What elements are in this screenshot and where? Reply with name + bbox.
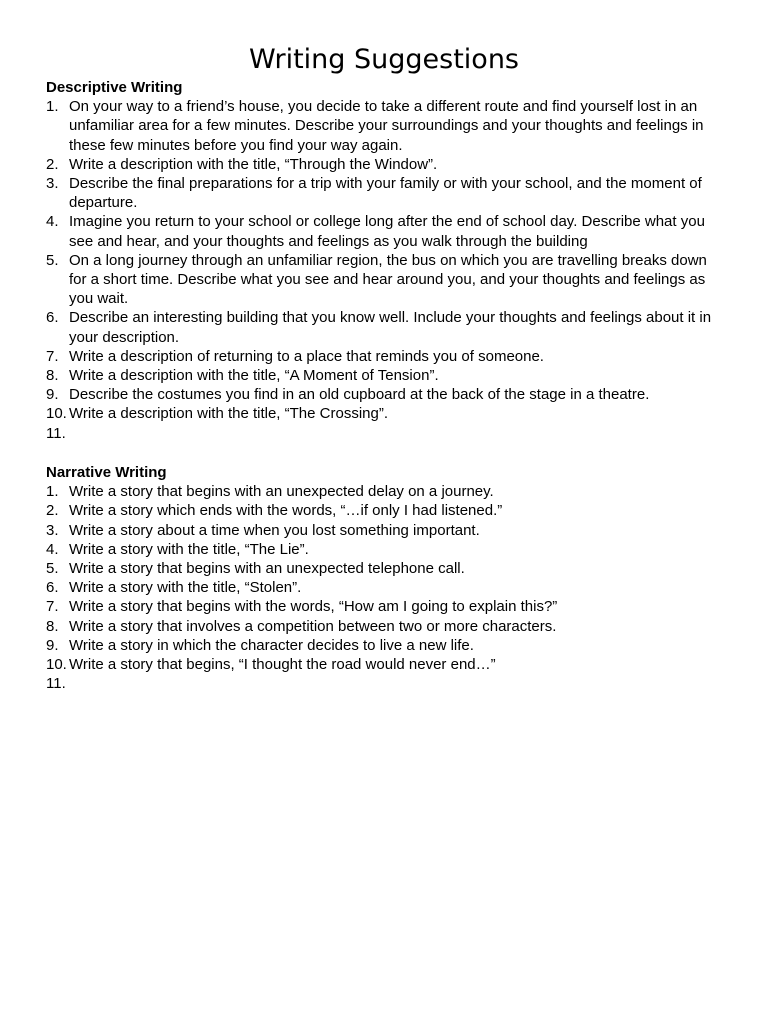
item-text: Write a story in which the character decides to live a new life. <box>69 636 474 654</box>
item-number: 6. <box>46 309 59 327</box>
item-text: Write a story with the title, “Stolen”. <box>69 579 302 597</box>
item-number: 10. <box>46 656 67 674</box>
list-item <box>46 521 726 540</box>
item-number: 2. <box>46 155 59 173</box>
list-item <box>46 578 726 597</box>
item-text: On a long journey through an unfamiliar region, the bus on which you are travelling breaks down for a short time. Describe what you see and hear around you, and your thoughts and feelings as you wait. <box>69 251 707 308</box>
item-number: 3. <box>46 175 59 192</box>
item-text: Describe the costumes you find in an old cupboard at the back of the stage in a theatre. <box>69 386 650 404</box>
item-text: Describe the final preparations for a trip with your family or with your school, and the moment of departure. <box>69 175 702 212</box>
list-item <box>46 155 726 174</box>
list-item <box>46 617 726 636</box>
narrative-list <box>46 482 726 693</box>
item-text: Write a story that involves a competition between two or more characters. <box>69 617 557 635</box>
item-text <box>69 674 726 693</box>
list-item <box>46 366 726 385</box>
section-heading-descriptive: Descriptive Writing <box>46 79 183 96</box>
item-text: Describe an interesting building that you know well. Include your thoughts and feelings about it in your description. <box>69 309 712 346</box>
item-number: 4. <box>46 213 59 231</box>
item-number: 3. <box>46 521 59 539</box>
item-number: 8. <box>46 367 59 385</box>
item-text: Write a description of returning to a place that reminds you of someone. <box>69 347 544 365</box>
list-item <box>46 347 726 366</box>
list-item <box>46 308 726 346</box>
item-text: Write a story that begins, “I thought the road would never end…” <box>69 656 496 674</box>
item-number: 6. <box>46 579 59 597</box>
item-text: On your way to a friend’s house, you decide to take a different route and find yourself lost in an unfamiliar area for a few minutes. Describe your surroundings and your thoughts and feelings in these few minutes before you find your way again. <box>69 98 704 154</box>
item-text: Write a description with the title, “The Crossing”. <box>69 405 389 423</box>
list-item <box>46 559 726 578</box>
item-number: 10. <box>46 405 67 423</box>
item-text: Write a description with the title, “Through the Window”. <box>69 155 438 173</box>
list-item <box>46 404 726 423</box>
list-item <box>46 385 726 404</box>
item-text: Write a story about a time when you lost something important. <box>69 521 480 539</box>
item-text <box>69 424 726 443</box>
list-item <box>46 251 726 309</box>
item-number: 2. <box>46 502 59 520</box>
item-number: 7. <box>46 598 59 616</box>
item-number: 4. <box>46 540 59 558</box>
list-item <box>46 97 726 155</box>
list-item <box>46 655 726 674</box>
item-text: Imagine you return to your school or college long after the end of school day. Describe what you see and hear, and your thoughts and feelings as you walk through the building <box>69 213 705 250</box>
list-item <box>46 636 726 655</box>
list-item <box>46 674 726 693</box>
list-item <box>46 424 726 443</box>
item-number: 5. <box>46 251 59 269</box>
page-title: Writing Suggestions <box>249 44 519 75</box>
item-text: Write a story that begins with an unexpected delay on a journey. <box>69 483 494 501</box>
list-item <box>46 212 726 250</box>
item-text: Write a story which ends with the words, “…if only I had listened.” <box>69 502 503 520</box>
item-text: Write a description with the title, “A Moment of Tension”. <box>69 367 439 385</box>
item-number: 5. <box>46 560 59 577</box>
item-text: Write a story that begins with the words, “How am I going to explain this?” <box>69 598 558 616</box>
list-item <box>46 540 726 559</box>
item-number: 7. <box>46 347 59 365</box>
item-number: 9. <box>46 636 59 654</box>
item-number: 1. <box>46 483 59 501</box>
item-number: 11. <box>46 424 66 442</box>
item-number: 1. <box>46 98 59 116</box>
item-number: 9. <box>46 386 59 404</box>
item-text: Write a story with the title, “The Lie”. <box>69 540 309 558</box>
item-number: 11. <box>46 675 66 693</box>
list-item <box>46 597 726 616</box>
list-item <box>46 174 726 212</box>
item-text: Write a story that begins with an unexpected telephone call. <box>69 560 465 577</box>
item-number: 8. <box>46 617 59 635</box>
descriptive-writing-section <box>46 78 726 443</box>
section-heading-narrative: Narrative Writing <box>46 464 167 481</box>
list-item <box>46 501 726 520</box>
list-item <box>46 482 726 501</box>
narrative-writing-section <box>46 463 726 693</box>
descriptive-list <box>46 97 726 443</box>
